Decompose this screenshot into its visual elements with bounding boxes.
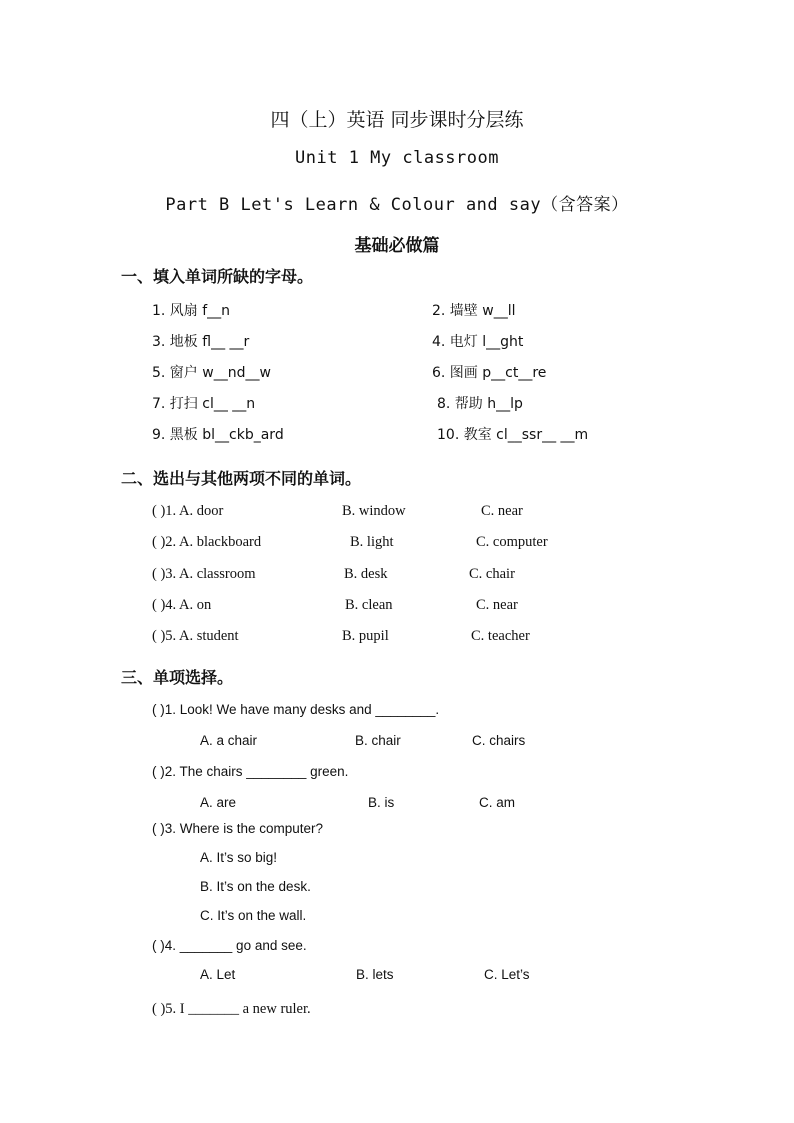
mc-q1: ( )1. Look! We have many desks and ________.	[152, 702, 440, 717]
fill-item-8: 8. 帮助 h__lp	[437, 396, 523, 412]
fill-item-1: 1. 风扇 f__n	[152, 303, 231, 319]
odd-one-q2-b: B. light	[350, 534, 394, 550]
section3-heading: 三、单项选择。	[121, 668, 234, 687]
fill-item-9: 9. 黑板 bl__ckb_ard	[152, 427, 284, 443]
mc-q4-b: B. lets	[356, 967, 394, 982]
fill-item-2: 2. 墙壁 w__ll	[432, 303, 516, 319]
fill-item-4: 4. 电灯 l__ght	[432, 334, 524, 350]
mc-q5: ( )5. I _______ a new ruler.	[152, 1001, 311, 1017]
odd-one-q3: ( )3. A. classroom	[152, 566, 256, 582]
odd-one-q1-c: C. near	[481, 503, 523, 519]
fill-item-10: 10. 教室 cl__ssr__ __m	[437, 427, 589, 443]
mc-q3: ( )3. Where is the computer?	[152, 821, 324, 836]
unit-title: Unit 1 My classroom	[295, 148, 499, 168]
part-title: Part B Let's Learn & Colour and say（含答案）	[165, 195, 629, 215]
odd-one-q5: ( )5. A. student	[152, 628, 239, 644]
odd-one-q3-c: C. chair	[469, 566, 515, 582]
mc-q2-b: B. is	[368, 795, 395, 810]
mc-q4-a: A. Let	[200, 967, 236, 982]
mc-q1-c: C. chairs	[472, 733, 526, 748]
mc-q3-b: B. It’s on the desk.	[200, 879, 311, 894]
mc-q4-c: C. Let’s	[484, 967, 530, 982]
odd-one-q2: ( )2. A. blackboard	[152, 534, 262, 550]
fill-item-7: 7. 打扫 cl__ __n	[152, 396, 256, 412]
odd-one-q5-b: B. pupil	[342, 628, 389, 644]
fill-item-5: 5. 窗户 w__nd__w	[152, 365, 271, 381]
odd-one-q2-c: C. computer	[476, 534, 548, 550]
odd-one-q4: ( )4. A. on	[152, 597, 212, 613]
odd-one-q3-b: B. desk	[344, 566, 388, 582]
mc-q1-b: B. chair	[355, 733, 401, 748]
mc-q3-c: C. It’s on the wall.	[200, 908, 307, 923]
mc-q3-a: A. It’s so big!	[200, 850, 278, 865]
fill-item-6: 6. 图画 p__ct__re	[432, 365, 547, 381]
odd-one-q1-b: B. window	[342, 503, 406, 519]
fill-item-3: 3. 地板 fl__ __r	[152, 334, 250, 350]
odd-one-q4-b: B. clean	[345, 597, 393, 613]
section2-heading: 二、选出与其他两项不同的单词。	[121, 469, 362, 488]
odd-one-q5-c: C. teacher	[471, 628, 530, 644]
level-title: 基础必做篇	[354, 236, 440, 256]
odd-one-q4-c: C. near	[476, 597, 518, 613]
section1-heading: 一、填入单词所缺的字母。	[121, 267, 314, 286]
odd-one-q1: ( )1. A. door	[152, 503, 224, 519]
mc-q2-a: A. are	[200, 795, 237, 810]
mc-q1-a: A. a chair	[200, 733, 258, 748]
page-title: 四（上）英语 同步课时分层练	[270, 109, 524, 131]
mc-q2-c: C. am	[479, 795, 516, 810]
mc-q2: ( )2. The chairs ________ green.	[152, 764, 349, 779]
mc-q4: ( )4. _______ go and see.	[152, 938, 307, 953]
